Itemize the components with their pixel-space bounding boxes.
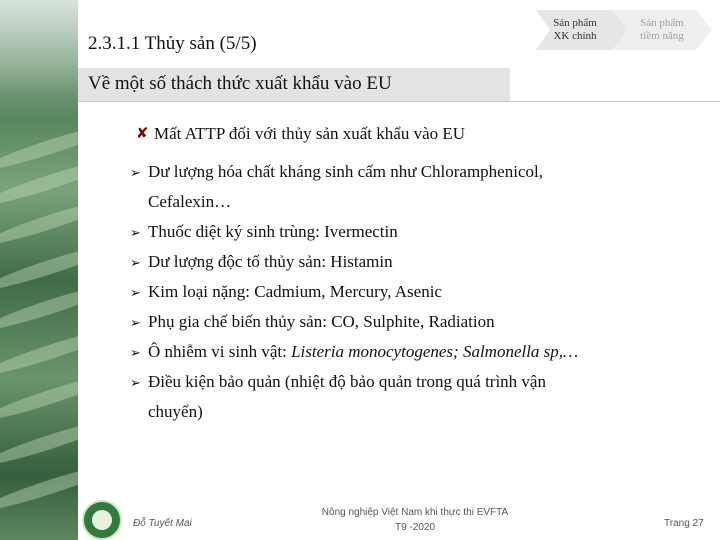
arrow-right-icon: ➢ bbox=[130, 346, 141, 361]
cross-mark-icon: ✘ bbox=[136, 124, 149, 142]
footer-center-line1: Nông nghiệp Việt Nam khi thực thi EVFTA bbox=[321, 507, 509, 518]
italic-organisms: Listeria monocytogenes; Salmonella sp,… bbox=[291, 342, 579, 361]
decorative-tea-field-image bbox=[0, 0, 78, 540]
footer-center bbox=[300, 505, 530, 535]
chevron-line1: Sản phẩm bbox=[640, 17, 684, 29]
main-bullet-text: Mất ATTP đối với thủy sản xuất khẩu vào EU bbox=[154, 124, 466, 143]
sub-bullet-continuation: chuyển) bbox=[148, 402, 203, 421]
arrow-right-icon: ➢ bbox=[130, 286, 141, 301]
organization-logo bbox=[82, 500, 122, 540]
chevron-line1: Sản phẩm bbox=[553, 17, 597, 29]
footer-center-line2: T9 -2020 bbox=[394, 522, 436, 533]
sub-bullet: ➢ Điều kiện bảo quản (nhiệt độ bảo quản trong quá trình vận bbox=[130, 367, 546, 399]
sub-bullet: ➢ Dư lượng hóa chất kháng sinh cấm như Chloramphenicol, bbox=[130, 157, 543, 189]
nav-chevron-potential-products[interactable] bbox=[612, 10, 712, 50]
sub-bullet: ➢ Phụ gia chế biến thủy sản: CO, Sulphite, Radiation bbox=[130, 307, 495, 339]
chevron-line2: XK chính bbox=[553, 30, 597, 42]
arrow-right-icon: ➢ bbox=[130, 226, 141, 241]
page-number: Trang 27 bbox=[664, 518, 704, 529]
slide-title: Về một số thách thức xuất khẩu vào EU bbox=[88, 73, 392, 94]
arrow-right-icon: ➢ bbox=[130, 376, 141, 391]
sub-bullet: ➢ Dư lượng độc tố thủy sản: Histamin bbox=[130, 247, 393, 279]
arrow-right-icon: ➢ bbox=[130, 316, 141, 331]
chevron-line2: tiềm năng bbox=[640, 30, 684, 42]
sub-bullet-continuation: Cefalexin… bbox=[148, 192, 232, 211]
divider bbox=[510, 101, 720, 102]
sub-bullet: ➢ Ô nhiễm vi sinh vật: Listeria monocytogenes; Salmonella sp,… bbox=[130, 337, 578, 369]
arrow-right-icon: ➢ bbox=[130, 256, 141, 271]
footer-author: Đỗ Tuyết Mai bbox=[133, 518, 192, 529]
slide-title-bar bbox=[78, 68, 510, 102]
sub-bullet: ➢ Thuốc diệt ký sinh trùng: Ivermectin bbox=[130, 217, 398, 249]
arrow-right-icon: ➢ bbox=[130, 166, 141, 181]
sub-bullet: ➢ Kim loại nặng: Cadmium, Mercury, Asenic bbox=[130, 277, 442, 309]
section-title: 2.3.1.1 Thủy sản (5/5) bbox=[88, 33, 257, 54]
